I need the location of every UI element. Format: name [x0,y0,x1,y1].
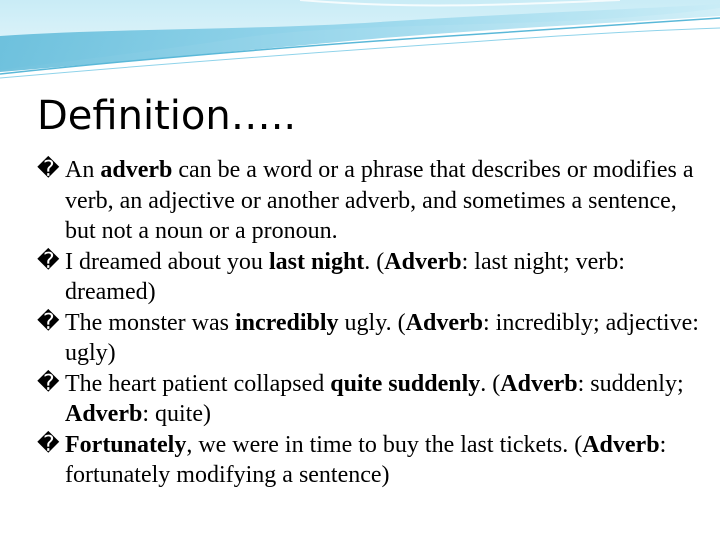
bullet-text-bold: Adverb [500,370,578,397]
bullet-text: The heart patient collapsed [65,370,331,397]
bullet-text: ugly. ( [338,309,406,336]
bullet-item [37,155,707,247]
bullet-text-bold: quite suddenly [330,370,481,397]
bullet-text: : suddenly; [577,370,684,397]
bullet-text: . ( [364,248,385,275]
bullet-text: : last night; verb: dreamed) [65,248,625,305]
bullet-text: An [65,157,101,183]
bullet-icon: � [37,431,60,457]
bullet-text: The monster was [65,309,235,336]
bullet-text-bold: Adverb [65,401,143,427]
wave-header-decoration [0,0,720,90]
bullet-text: : incredibly; adjective: ugly) [65,309,699,366]
bullet-item [37,247,707,308]
bullet-text-bold: incredibly [234,309,339,336]
bullet-text-bold: Adverb [405,309,483,336]
bullet-icon: � [37,309,60,335]
bullet-text: . ( [480,370,501,397]
bullet-icon: � [37,248,60,274]
bullet-text-bold: Adverb [384,248,462,275]
slide-title: Definition….. [37,93,297,139]
bullet-icon: � [37,370,60,396]
bullet-text: I dreamed about you [65,248,269,275]
bullet-list [37,155,707,491]
bullet-item [37,369,707,430]
bullet-text: : quite) [142,401,211,427]
bullet-text: : fortunately modifying a sentence) [65,431,667,488]
bullet-text-bold: last night [268,248,365,275]
bullet-text: can be a word or a phrase that describes or modifies a verb, an adjective or another adverb, and sometimes a sentence, but not a noun or a pronoun. [65,157,694,244]
bullet-item [37,308,707,369]
bullet-text-bold: adverb [100,157,173,183]
bullet-text-bold: Adverb [582,431,660,458]
bullet-text-bold: Fortunately [65,431,187,458]
bullet-icon: � [37,157,60,182]
bullet-item [37,430,707,491]
bullet-text: , we were in time to buy the last tickets. ( [186,431,583,458]
